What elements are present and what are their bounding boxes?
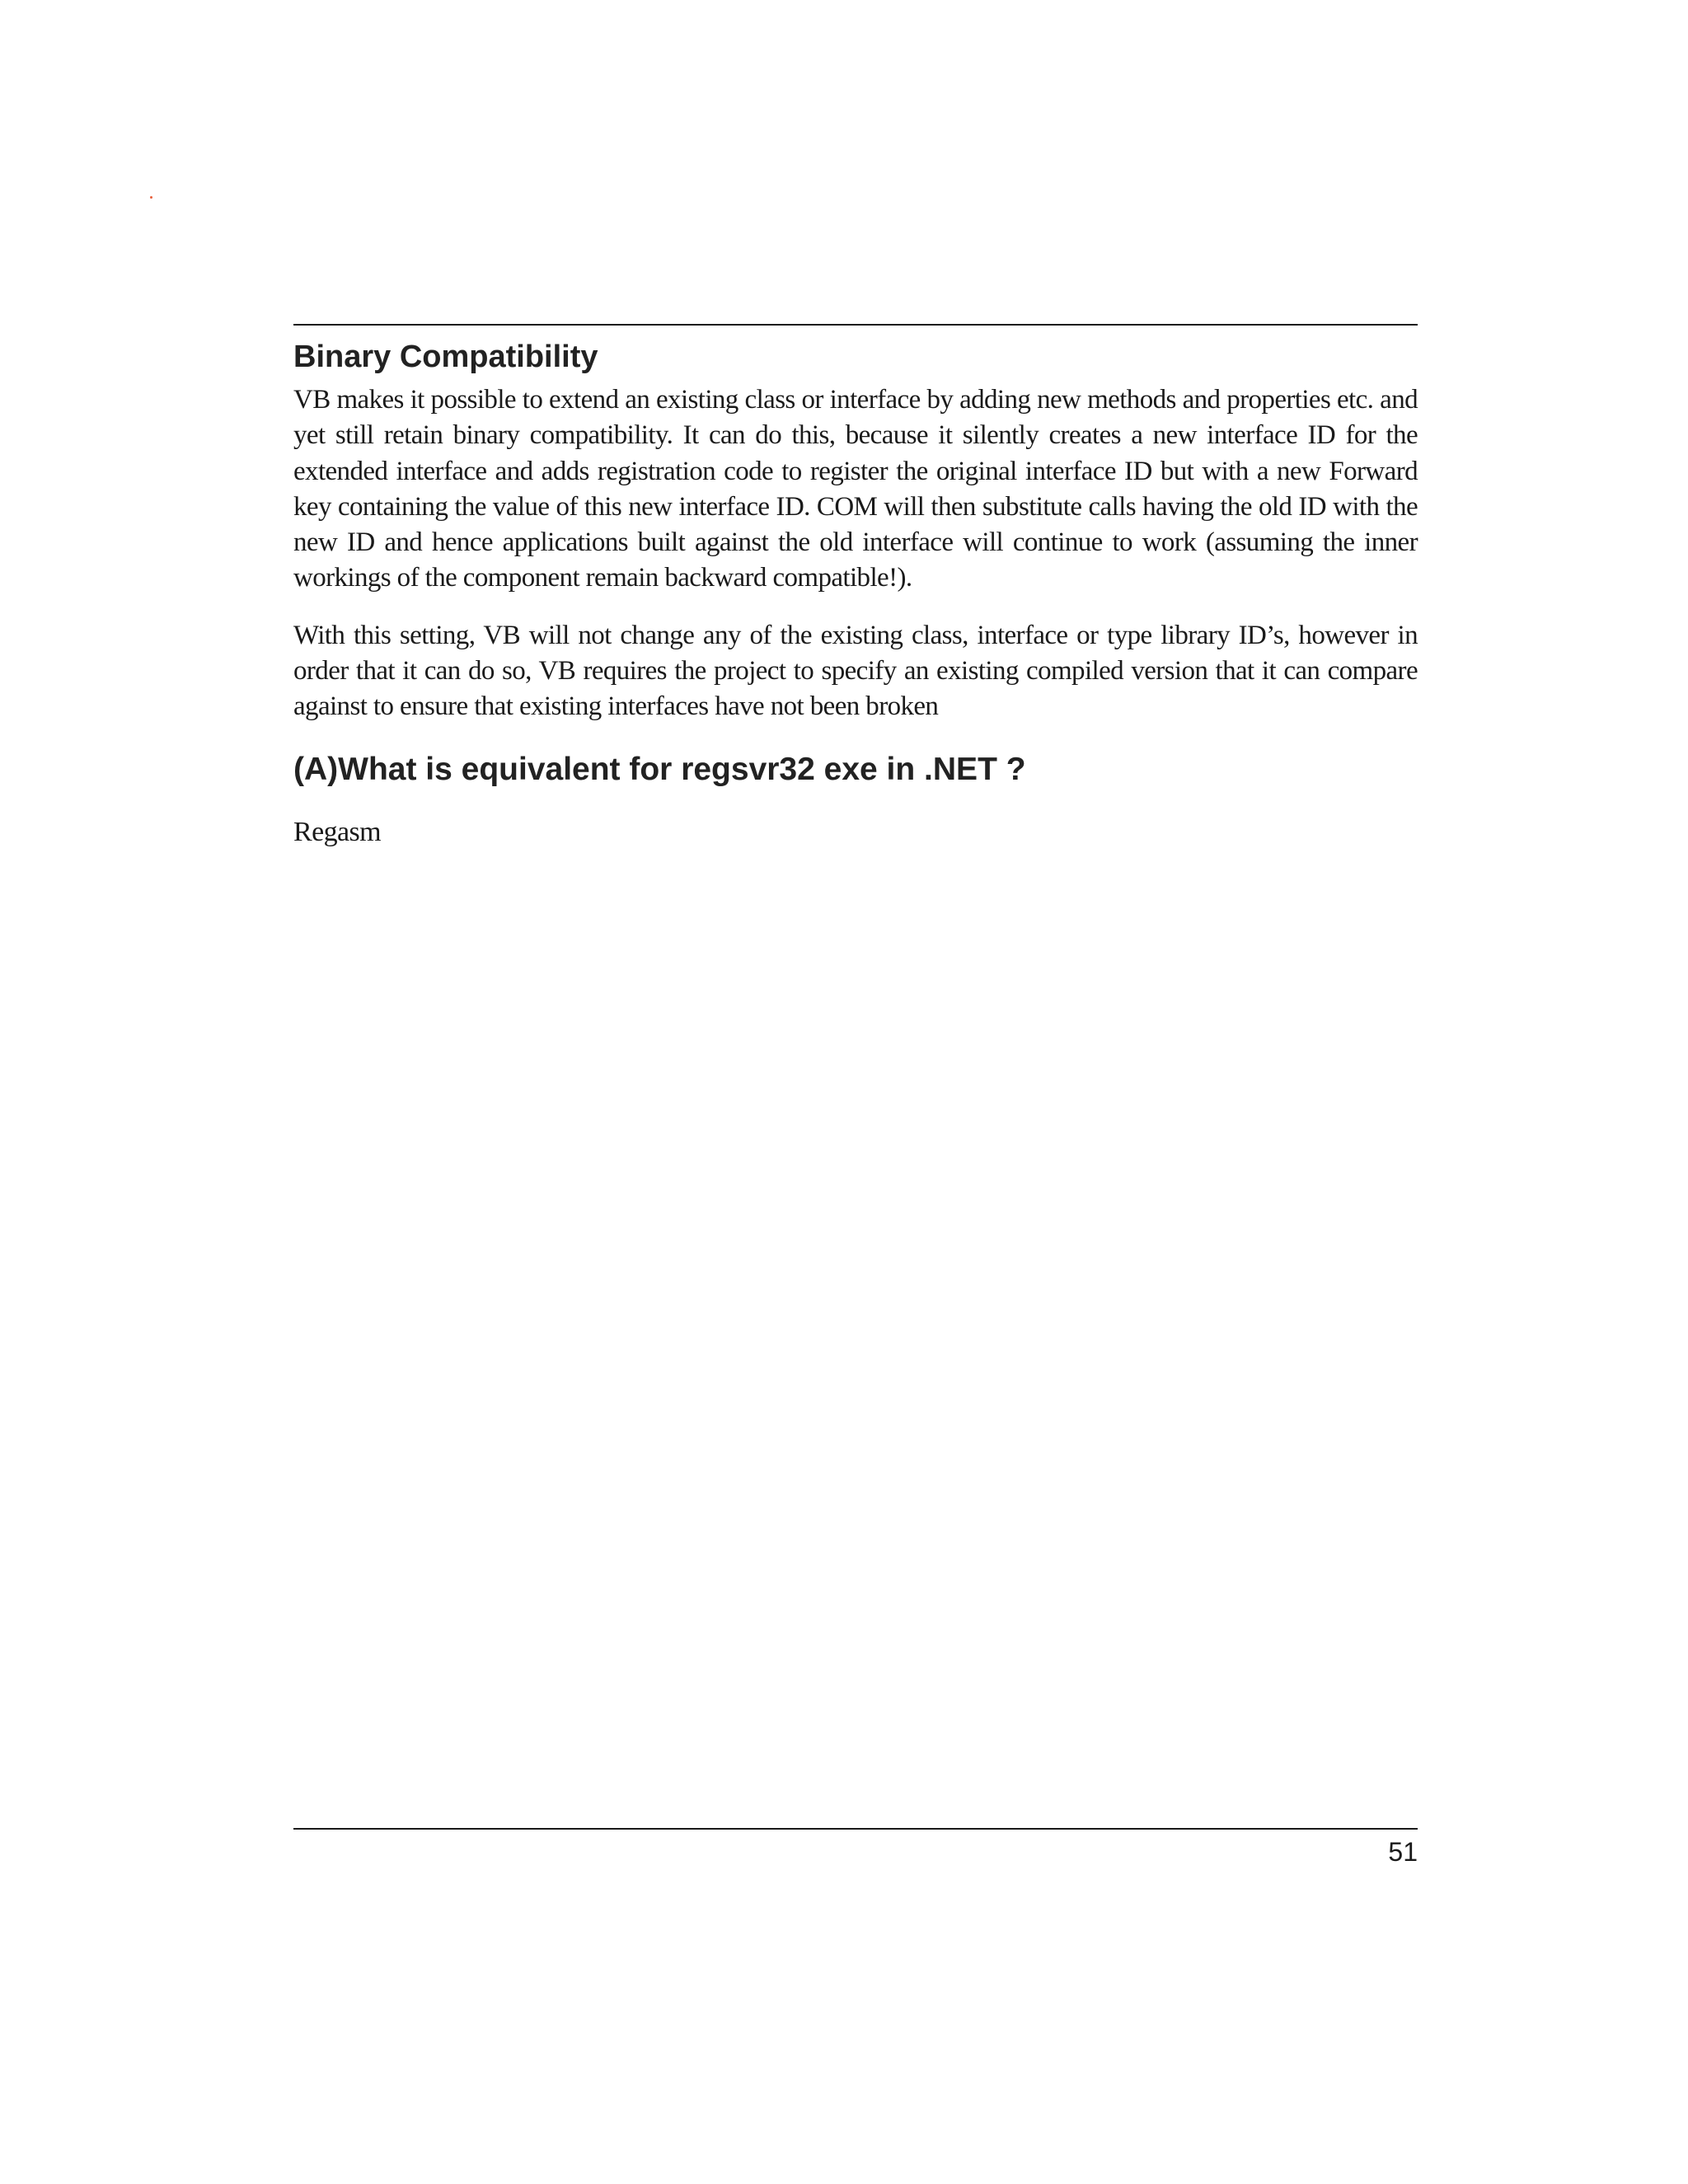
header-rule [293, 324, 1418, 326]
section-heading: Binary Compatibility [293, 340, 598, 374]
page-number: 51 [1388, 1837, 1418, 1867]
page-content [293, 331, 1418, 851]
print-mark [150, 196, 152, 199]
question-heading: (A)What is equivalent for regsvr32 exe in .NET ? [293, 751, 1026, 787]
footer-rule [293, 1828, 1418, 1830]
answer-text: Regasm [293, 816, 381, 847]
body-paragraph: With this setting, VB will not change any of the existing class, interface or type library ID’s, however in order that it can do so, VB requires the project to specify an existing compiled version that it can compare against to ensure that existing interfaces have not been broken [293, 620, 1418, 722]
body-paragraph: VB makes it possible to extend an existing class or interface by adding new methods and properties etc. and yet still retain binary compatibility. It can do this, because it silently creates a new interface ID for the extended interface and adds registration code to register the original interface ID but with a new Forward key containing the value of this new interface ID. COM will then substitute calls having the old ID with the new ID and hence applications built against the old interface will continue to work (assuming the inner workings of the component remain backward compatible!). [293, 385, 1418, 593]
